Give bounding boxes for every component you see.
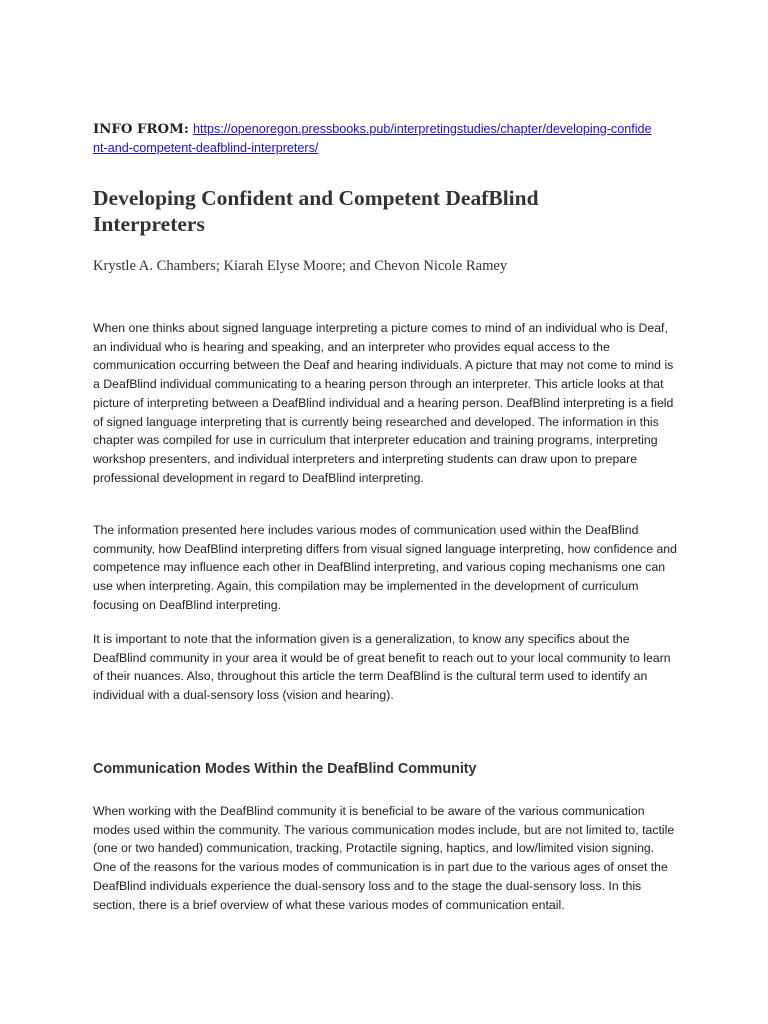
section-heading: Communication Modes Within the DeafBlind Community	[93, 761, 477, 777]
section-paragraph: When working with the DeafBlind community it is beneficial to be aware of the various communication modes used within the community. The various communication modes include, but are not limited to, tactile (one or two handed) communication, tracking, Protactile signing, haptics, and low/limited vision signing. One of the reasons for the various modes of communication is in part due to the various ages of onset the DeafBlind individuals experience the dual-sensory loss and to the stage the dual-sensory loss. In this section, there is a brief overview of what these various modes of communication entail.	[93, 804, 675, 912]
intro-paragraph-3: It is important to note that the information given is a generalization, to know any specifics about the DeafBlind community in your area it would be of great benefit to reach out to your local community to learn of their nuances. Also, throughout this article the term DeafBlind is the cultural term used to identify an individual with a dual-sensory loss (vision and hearing).	[93, 632, 671, 703]
intro-paragraph-2: The information presented here includes various modes of communication used within the DeafBlind community, how DeafBlind interpreting differs from visual signed language interpreting, how confidence and competence may influence each other in DeafBlind interpreting, and various coping mechanisms one can use when interpreting. Again, this compilation may be implemented in the development of curriculum focusing on DeafBlind interpreting.	[93, 523, 677, 612]
source-link[interactable]: https://openoregon.pressbooks.pub/interpretingstudies/chapter/developing-confident-and-competent-deafblind-interpreters/	[93, 122, 652, 155]
intro-paragraph-1: When one thinks about signed language interpreting a picture comes to mind of an individual who is Deaf, an individual who is hearing and speaking, and an interpreter who provides equal access to the communication occurring between the Deaf and hearing individuals. A picture that may not come to mind is a DeafBlind individual communicating to a hearing person through an interpreter. This article looks at that picture of interpreting between a DeafBlind individual and a hearing person. DeafBlind interpreting is a field of signed language interpreting that is currently being researched and developed. The information in this chapter was compiled for use in curriculum that interpreter education and training programs, interpreting workshop presenters, and individual interpreters and interpreting students can draw upon to prepare professional development in regard to DeafBlind interpreting.	[93, 321, 674, 485]
article-authors: Krystle A. Chambers; Kiarah Elyse Moore; and Chevon Nicole Ramey	[93, 258, 508, 274]
article-title: Developing Confident and Competent DeafBlind Interpreters	[93, 186, 539, 236]
source-info	[93, 120, 653, 158]
source-label: INFO FROM:	[93, 122, 189, 137]
